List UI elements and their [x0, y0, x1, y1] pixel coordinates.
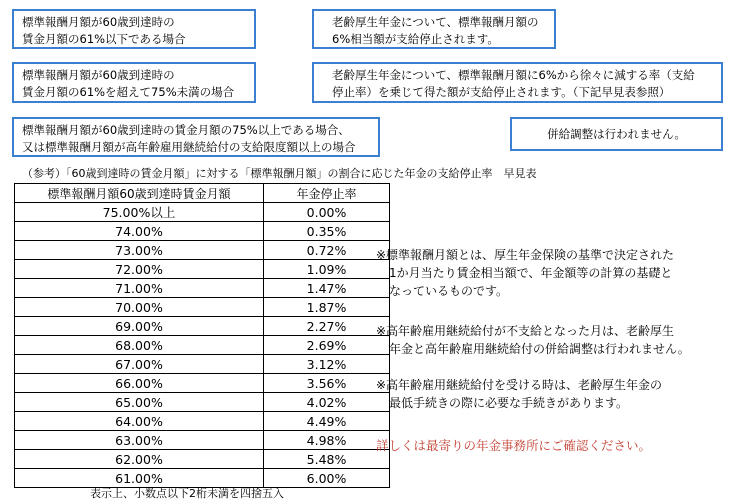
ratio-cell: 72.00% [15, 260, 264, 279]
table-row [15, 431, 390, 450]
rate-cell: 3.12% [264, 355, 390, 374]
table-row [15, 222, 390, 241]
table-row [15, 450, 390, 469]
ratio-cell: 73.00% [15, 241, 264, 260]
rate-cell: 4.02% [264, 393, 390, 412]
table-row [15, 298, 390, 317]
table-row [15, 260, 390, 279]
table-caption: （参考）「60歳到達時の賃金月額」に対する「標準報酬月額」の割合に応じた年金の支給停止率 早見表 [22, 167, 537, 180]
rate-cell: 1.09% [264, 260, 390, 279]
table-row [15, 355, 390, 374]
result-1-line-2: 6%相当額が支給停止されます。 [332, 32, 499, 46]
header-stop-rate: 年金停止率 [264, 184, 390, 203]
stop-rate-table [14, 183, 390, 488]
table-row [15, 336, 390, 355]
ratio-cell: 67.00% [15, 355, 264, 374]
ratio-cell: 61.00% [15, 469, 264, 488]
table-row [15, 203, 390, 222]
note-2-line-2: 年金と高年齢雇用継続給付の併給調整は行われません。 [389, 342, 690, 356]
condition-2-line-1: 標準報酬月額が60歳到達時の [22, 68, 175, 82]
condition-3-line-1: 標準報酬月額が60歳到達時の賃金月額の75%以上である場合、 [22, 123, 350, 137]
ratio-cell: 69.00% [15, 317, 264, 336]
rate-cell: 0.00% [264, 203, 390, 222]
table-row [15, 393, 390, 412]
condition-1-line-2: 賃金月額の61%以下である場合 [22, 32, 186, 46]
rate-cell: 4.98% [264, 431, 390, 450]
note-non-payment-month [376, 322, 690, 358]
note-standard-remuneration [376, 246, 674, 300]
note-3-line-2: 最低手続きの際に必要な手続きがあります。 [389, 396, 629, 410]
ratio-cell: 75.00%以上 [15, 203, 264, 222]
ratio-cell: 71.00% [15, 279, 264, 298]
result-2-box [312, 62, 723, 103]
table-row [15, 317, 390, 336]
note-procedure [376, 376, 662, 412]
note-1-line-3: なっているものです。 [389, 284, 509, 298]
table-row [15, 374, 390, 393]
condition-3-box [12, 117, 380, 157]
note-2-line-1: ※高年齢雇用継続給付が不支給となった月は、老齢厚生 [376, 324, 675, 338]
rate-cell: 0.72% [264, 241, 390, 260]
table-row [15, 279, 390, 298]
condition-1-box [12, 9, 256, 49]
result-2-line-1: 老齢厚生年金について、標準報酬月額に6%から徐々に減する率（支給 [332, 68, 695, 82]
rate-cell: 2.69% [264, 336, 390, 355]
table-header-row [15, 184, 390, 203]
note-1-line-2: 1か月当たり賃金相当額で、年金額等の計算の基礎と [389, 266, 673, 280]
table-row [15, 241, 390, 260]
ratio-cell: 66.00% [15, 374, 264, 393]
result-3-line-1: 併給調整は行われません。 [547, 126, 686, 141]
rate-cell: 1.87% [264, 298, 390, 317]
rate-cell: 3.56% [264, 374, 390, 393]
rounding-footnote: 表示上、小数点以下2桁未満を四捨五入 [90, 487, 284, 500]
condition-1-line-1: 標準報酬月額が60歳到達時の [22, 15, 175, 29]
ratio-cell: 68.00% [15, 336, 264, 355]
rate-cell: 0.35% [264, 222, 390, 241]
ratio-cell: 63.00% [15, 431, 264, 450]
table-row [15, 412, 390, 431]
note-3-line-1: ※高年齢雇用継続給付を受ける時は、老齢厚生年金の [376, 378, 663, 392]
result-3-box [510, 117, 723, 151]
ratio-cell: 65.00% [15, 393, 264, 412]
result-2-line-2: 停止率）を乗じて得た額が支給停止されます。（下記早見表参照） [332, 85, 671, 99]
condition-3-line-2: 又は標準報酬月額が高年齢雇用継続給付の支給限度額以上の場合 [22, 140, 356, 154]
rate-cell: 1.47% [264, 279, 390, 298]
rate-cell: 2.27% [264, 317, 390, 336]
result-1-line-1: 老齢厚生年金について、標準報酬月額の [332, 15, 539, 29]
condition-2-box [12, 62, 256, 103]
note-1-line-1: ※標準報酬月額とは、厚生年金保険の基準で決定された [376, 248, 675, 262]
ratio-cell: 64.00% [15, 412, 264, 431]
contact-notice: 詳しくは最寄りの年金事務所にご確認ください。 [376, 438, 652, 453]
condition-2-line-2: 賃金月額の61%を超えて75%未満の場合 [22, 85, 235, 99]
ratio-cell: 62.00% [15, 450, 264, 469]
rate-cell: 5.48% [264, 450, 390, 469]
ratio-cell: 74.00% [15, 222, 264, 241]
result-1-box [312, 9, 556, 49]
header-salary-ratio: 標準報酬月額60歳到達時賃金月額 [15, 184, 264, 203]
rate-cell: 6.00% [264, 469, 390, 488]
rate-cell: 4.49% [264, 412, 390, 431]
ratio-cell: 70.00% [15, 298, 264, 317]
